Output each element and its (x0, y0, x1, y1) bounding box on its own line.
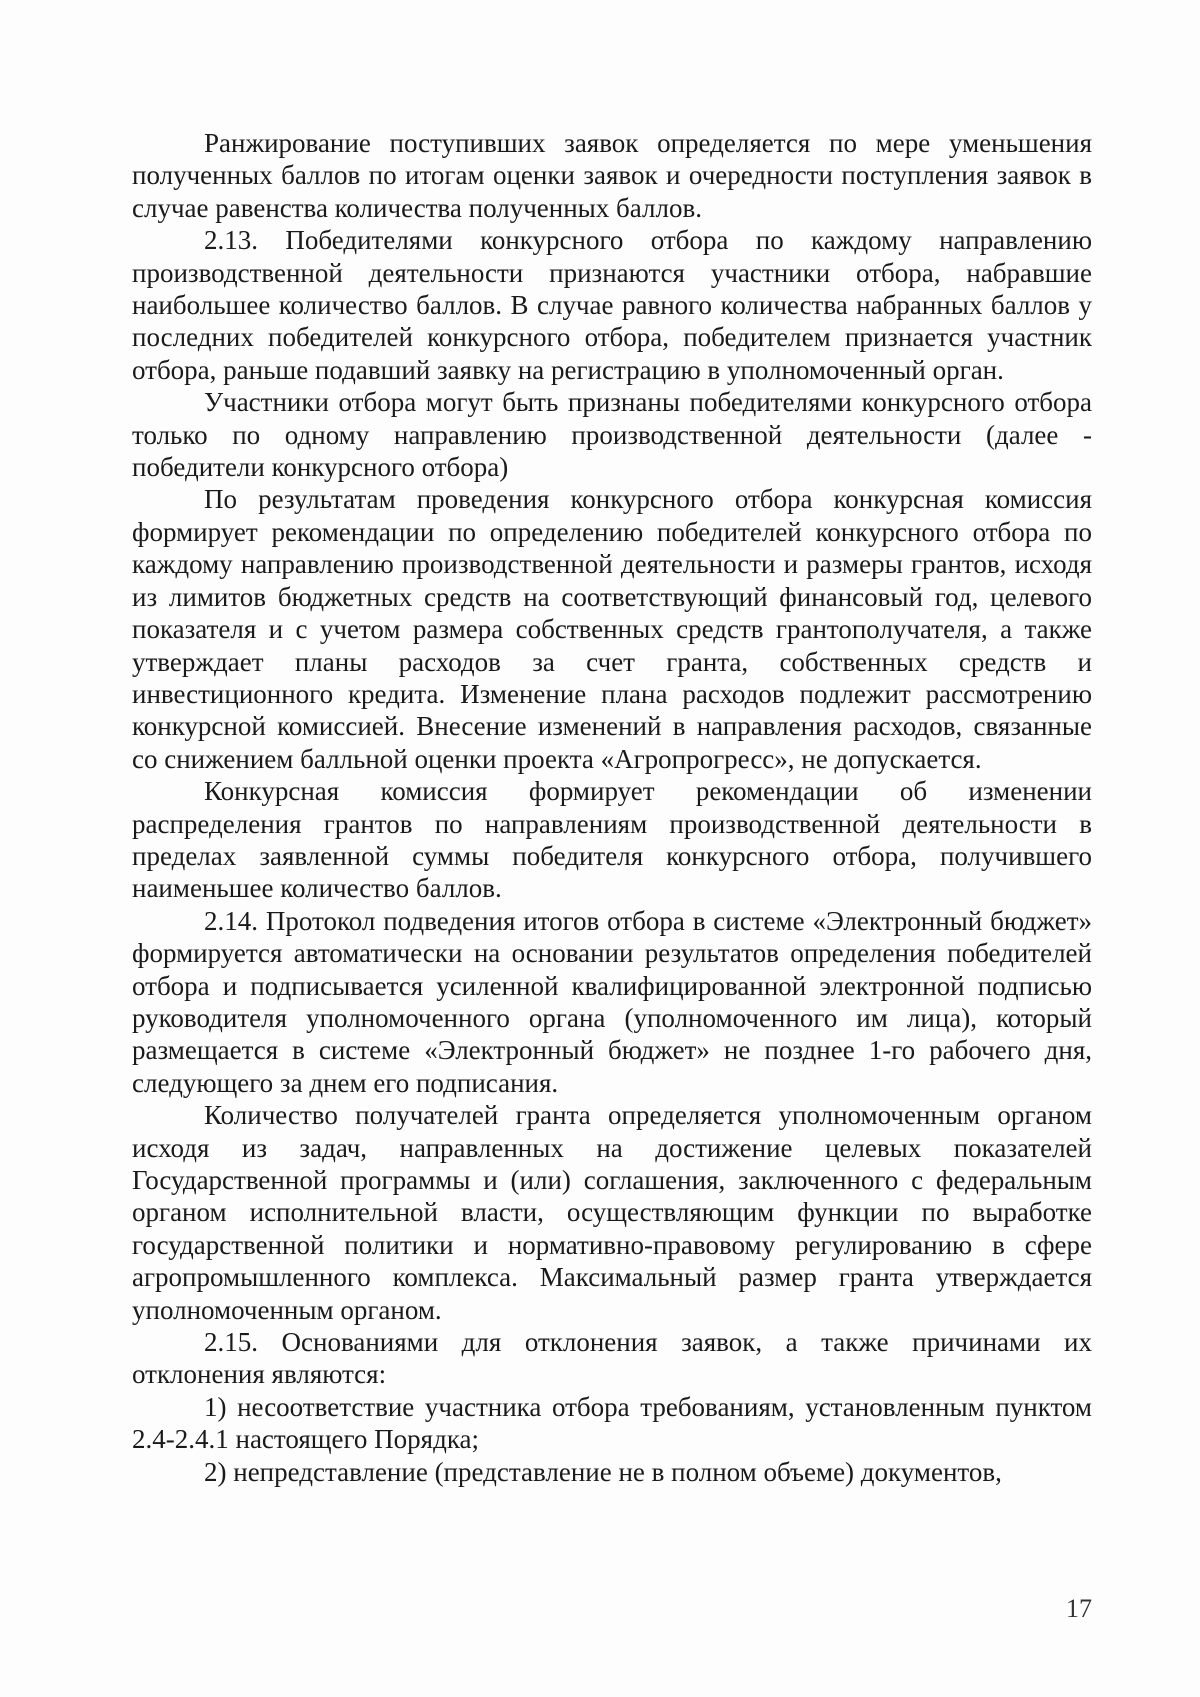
paragraph-commission-recommendations: Конкурсная комиссия формирует рекомендации об изменении распределения грантов по направлениям производственной деятельности в пределах заявленной суммы победителя конкурсного отбора, получившего наименьшее количество баллов. (132, 776, 1092, 904)
paragraph-participants-winners: Участники отбора могут быть признаны победителями конкурсного отбора только по одному направлению производственной деятельности (далее - победители конкурсного отбора) (132, 387, 1092, 483)
document-body (132, 127, 1092, 1488)
paragraph-2-14: 2.14. Протокол подведения итогов отбора в системе «Электронный бюджет» формируется автоматически на основании результатов определения победителей отбора и подписывается усиленной квалифицированной электронной подписью руководителя уполномоченного органа (уполномоченного им лица), который размещается в системе «Электронный бюджет» не позднее 1-го рабочего дня, следующего за днем его подписания. (132, 905, 1092, 1098)
list-item-2: 2) непредставление (представление не в полном объеме) документов, (204, 1456, 1002, 1487)
paragraph-2-15: 2.15. Основаниями для отклонения заявок, а также причинами их отклонения являются: (132, 1327, 1092, 1390)
paragraph-commission-results: По результатам проведения конкурсного отбора конкурсная комиссия формирует рекомендации по определению победителей конкурсного отбора по каждому направлению производственной деятельности и размеры грантов, исходя из лимитов бюджетных средств на соответствующий финансовый год, целевого показателя и с учетом размера собственных средств грантополучателя, а также утверждает планы расходов за счет гранта, собственных средств и инвестиционного кредита. Изменение плана расходов подлежит рассмотрению конкурсной комиссией. Внесение изменений в направления расходов, связанные со снижением балльной оценки проекта «Агропрогресс», не допускается. (132, 484, 1092, 774)
paragraph-2-13: 2.13. Победителями конкурсного отбора по каждому направлению производственной деятельности признаются участники отбора, набравшие наибольшее количество баллов. В случае равного количества набранных баллов у последних победителей конкурсного отбора, победителем признается участник отбора, раньше подавший заявку на регистрацию в уполномоченный орган. (132, 225, 1092, 385)
paragraph-ranking: Ранжирование поступивших заявок определяется по мере уменьшения полученных баллов по итогам оценки заявок и очередности поступления заявок в случае равенства количества полученных баллов. (132, 128, 1092, 223)
list-item-1: 1) несоответствие участника отбора требованиям, установленным пунктом 2.4-2.4.1 настоящего Порядка; (132, 1391, 1092, 1455)
paragraph-recipients-count: Количество получателей гранта определяется уполномоченным органом исходя из задач, направленных на достижение целевых показателей Государственной программы и (или) соглашения, заключенного с федеральным органом исполнительной власти, осуществляющим функции по выработке государственной политики и нормативно-правовому регулированию в сфере агропромышленного комплекса. Максимальный размер гранта утверждается уполномоченным органом. (132, 1100, 1092, 1325)
page-number: 17 (1066, 1594, 1092, 1623)
